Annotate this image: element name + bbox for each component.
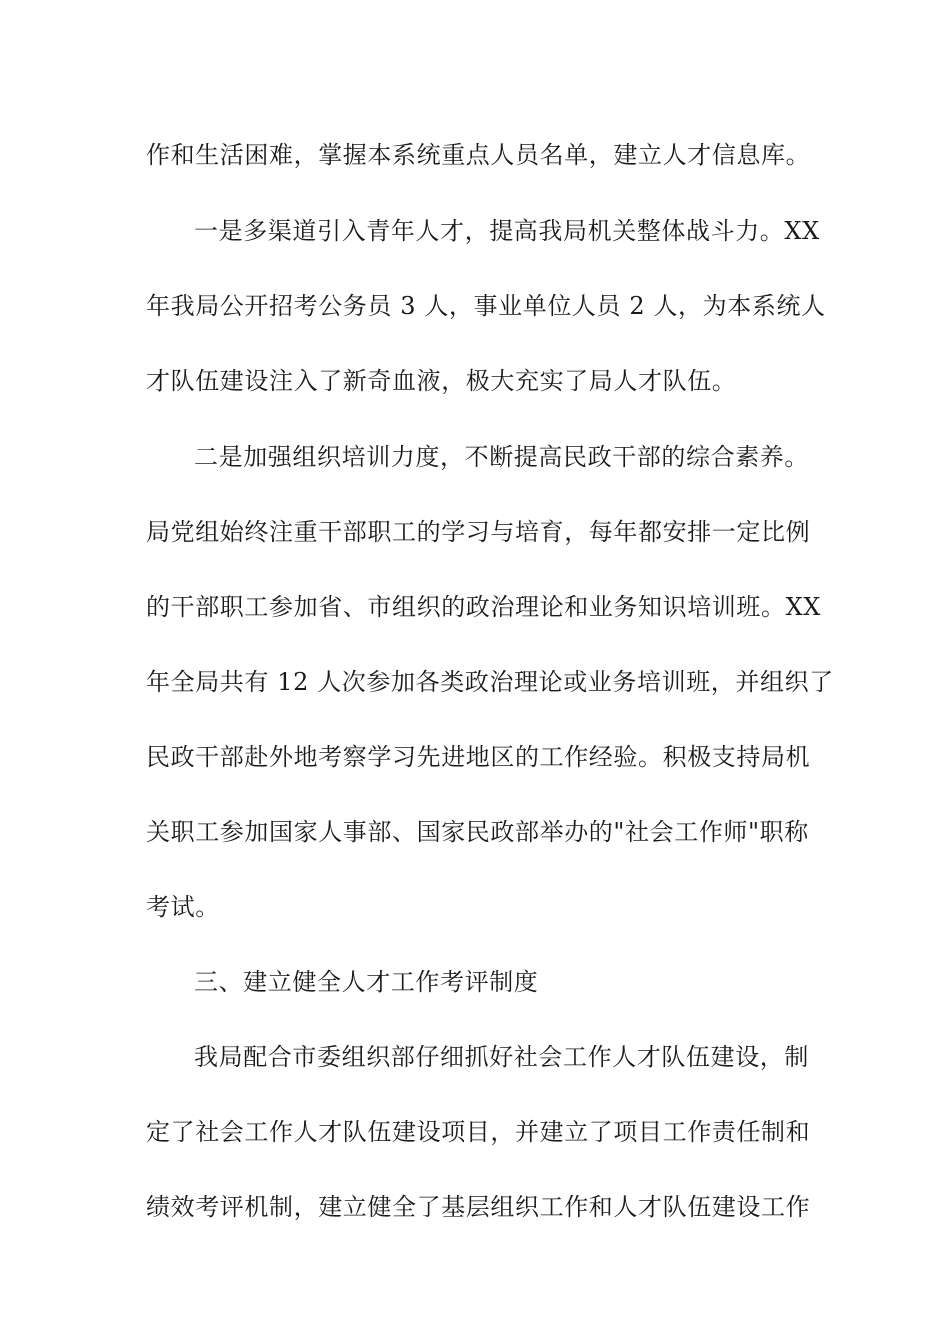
paragraph-line-5: 二是加强组织培训力度，不断提高民政干部的综合素养。 bbox=[194, 443, 809, 471]
text-line-1: 作和生活困难，掌握本系统重点人员名单，建立人才信息库。 bbox=[146, 141, 811, 169]
text-line-8: 年全局共有 12 人次参加各类政治理论或业务培训班，并组织了 bbox=[146, 668, 834, 696]
text-line-11: 考试。 bbox=[146, 893, 220, 921]
text-line-7: 的干部职工参加省、市组织的政治理论和业务知识培训班。XX bbox=[146, 593, 821, 621]
paragraph-line-13: 我局配合市委组织部仔细抓好社会工作人才队伍建设，制 bbox=[194, 1043, 809, 1071]
text-line-10: 关职工参加国家人事部、国家民政部举办的"社会工作师"职称 bbox=[146, 818, 809, 846]
text-line-14: 定了社会工作人才队伍建设项目，并建立了项目工作责任制和 bbox=[146, 1118, 811, 1146]
text-line-3: 年我局公开招考公务员 3 人，事业单位人员 2 人，为本系统人 bbox=[146, 292, 826, 320]
paragraph-line-2: 一是多渠道引入青年人才，提高我局机关整体战斗力。XX bbox=[194, 217, 820, 245]
text-line-15: 绩效考评机制，建立健全了基层组织工作和人才队伍建设工作 bbox=[146, 1193, 811, 1221]
text-line-6: 局党组始终注重干部职工的学习与培育，每年都安排一定比例 bbox=[146, 518, 811, 546]
text-line-4: 才队伍建设注入了新奇血液，极大充实了局人才队伍。 bbox=[146, 367, 737, 395]
section-heading: 三、建立健全人才工作考评制度 bbox=[194, 968, 539, 996]
text-line-9: 民政干部赴外地考察学习先进地区的工作经验。积极支持局机 bbox=[146, 743, 811, 771]
